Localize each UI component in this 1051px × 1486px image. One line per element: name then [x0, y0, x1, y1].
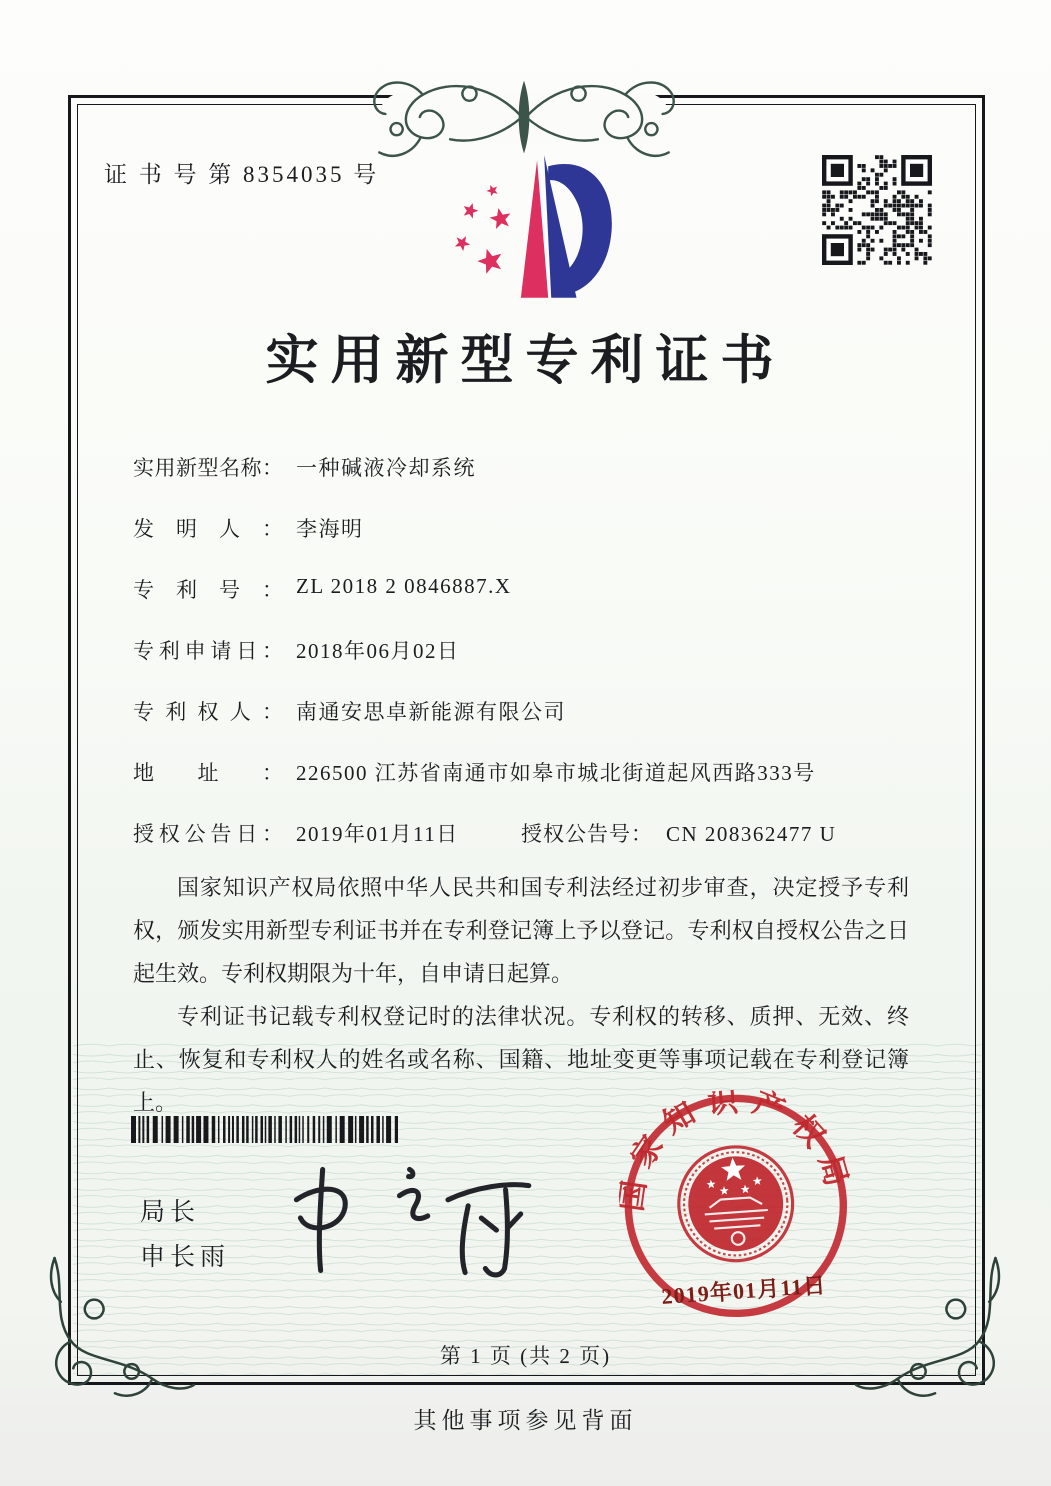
logo-stars-icon [455, 185, 510, 274]
field-label: 实用新型名称： [133, 456, 283, 480]
commissioner-signature-icon [260, 1155, 548, 1287]
field-row-patentee [133, 696, 933, 727]
field-row-inventor [133, 513, 933, 544]
field-value: 2019年01月11日 [296, 822, 459, 846]
field-value: 南通安思卓新能源有限公司 [296, 700, 566, 724]
field-value: 226500 江苏省南通市如皋市城北街道起风西路333号 [296, 761, 816, 785]
field-label: 专利权人： [133, 700, 283, 724]
commissioner-title: 局长 [140, 1199, 201, 1226]
field-label: 授权公告号： [521, 822, 653, 846]
field-value: 一种碱液冷却系统 [296, 456, 476, 480]
field-value: ZL 2018 2 0846887.X [296, 574, 512, 598]
back-side-note: 其他事项参见背面 [413, 1408, 638, 1433]
field-label: 发明人： [133, 517, 283, 541]
certificate-number: 证 书 号 第 8354035 号 [104, 162, 380, 187]
field-row-utility-model-name [133, 452, 933, 483]
legal-paragraph-register: 专利证书记载专利权登记时的法律状况。专利权的转移、质押、无效、终止、恢复和专利权人的姓名或名称、国籍、地址变更等事项记载在专利登记簿上。 [133, 1004, 909, 1115]
field-row-filing-date [133, 635, 933, 666]
national-emblem-icon [675, 1143, 796, 1264]
page-number: 第 1 页 (共 2 页) [439, 1344, 612, 1368]
field-row-patent-number [133, 574, 933, 605]
field-row-address [133, 757, 933, 788]
field-list [133, 452, 933, 879]
corner-flourish-right-icon [854, 1256, 1010, 1412]
seal-text: 国家知识产权局 [614, 1083, 857, 1214]
certificate-title: 实用新型专利证书 [265, 332, 786, 390]
field-label: 地址： [133, 761, 283, 785]
field-value: 2018年06月02日 [296, 639, 460, 663]
field-grant-publication-number [521, 818, 836, 848]
field-label: 授权公告日： [133, 822, 283, 846]
barcode [130, 1116, 402, 1144]
field-row-grant-date [133, 818, 933, 849]
legal-paragraph-grant: 国家知识产权局依照中华人民共和国专利法经过初步审查，决定授予专利权，颁发实用新型专利证书并在专利登记簿上予以登记。专利权自授权公告之日起生效。专利权期限为十年，自申请日起算。 [133, 875, 909, 986]
qr-code [822, 155, 932, 265]
official-seal [612, 1082, 860, 1334]
field-value: CN 208362477 U [666, 822, 837, 846]
field-value: 李海明 [296, 517, 364, 541]
commissioner-name: 申长雨 [140, 1244, 231, 1271]
commissioner-block [140, 1190, 230, 1280]
field-label: 专利申请日： [133, 639, 283, 663]
cnipa-logo-icon [446, 148, 618, 310]
seal-date: 2019年01月11日 [660, 1272, 828, 1309]
field-label: 专利号： [133, 578, 283, 602]
